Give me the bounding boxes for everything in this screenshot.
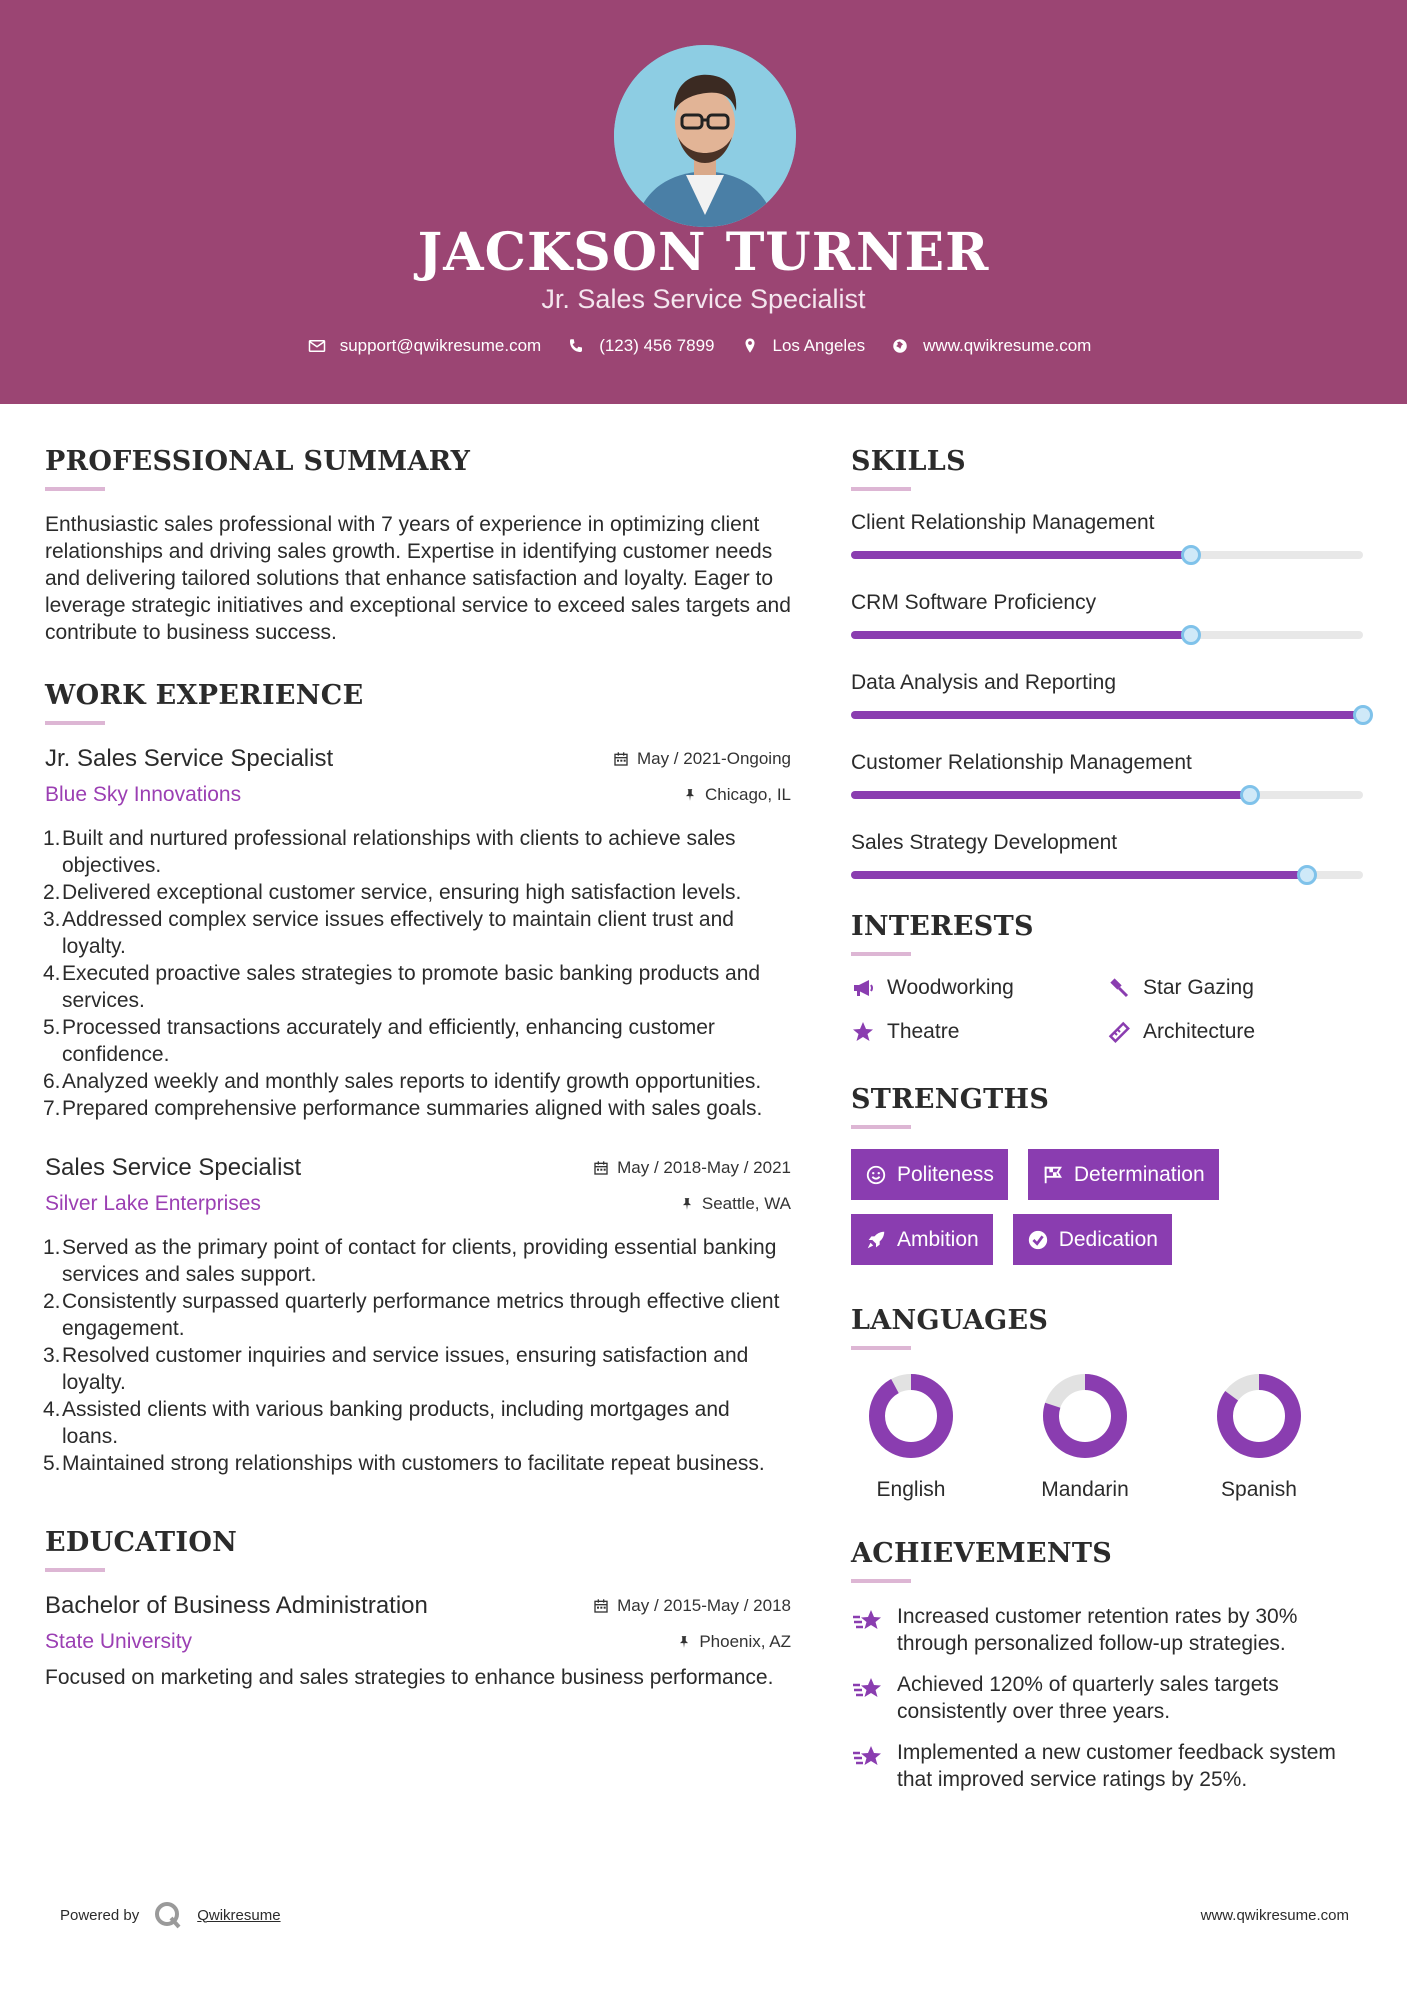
strength-chip — [851, 1214, 993, 1265]
job-dates-text: May / 2021-Ongoing — [636, 749, 791, 768]
skill-name: Client Relationship Management — [851, 511, 1155, 534]
skill-name: Sales Strategy Development — [851, 831, 1118, 854]
skill-item — [851, 831, 1363, 879]
interest-label: Theatre — [887, 1020, 960, 1043]
skill-bar-fill — [851, 871, 1307, 879]
job-location-text: Seattle, WA — [701, 1194, 791, 1213]
section-divider — [45, 1568, 105, 1572]
skill-bar-fill — [851, 791, 1250, 799]
calendar-icon — [593, 1160, 609, 1176]
powered-by — [60, 1900, 281, 1930]
shooting-star-icon — [851, 1673, 883, 1705]
envelope-icon — [308, 337, 326, 355]
contact-location — [741, 336, 866, 356]
interests-list — [851, 976, 1363, 1044]
job-dates — [593, 1158, 791, 1178]
skill-bar-knob — [1240, 785, 1260, 805]
skill-item — [851, 671, 1363, 719]
strength-chip — [1013, 1214, 1172, 1265]
achievement-item — [851, 1739, 1363, 1793]
skills-section — [851, 446, 1363, 879]
profile-photo — [614, 45, 796, 227]
strength-chip — [851, 1149, 1008, 1200]
languages-heading: LANGUAGES — [851, 1305, 1049, 1336]
calendar-icon — [593, 1598, 609, 1614]
education-description: Focused on marketing and sales strategies to enhance business performance. — [45, 1666, 774, 1689]
languages-list — [851, 1370, 1363, 1502]
job-duties-list — [45, 825, 791, 1122]
skill-name: CRM Software Proficiency — [851, 591, 1097, 614]
phone-icon — [567, 337, 585, 355]
skill-bar-knob — [1297, 865, 1317, 885]
summary-section — [45, 446, 791, 646]
interest-label: Star Gazing — [1143, 976, 1254, 999]
education-location — [677, 1632, 791, 1652]
shooting-star-icon — [851, 1605, 883, 1637]
education-section — [45, 1527, 791, 1691]
skill-bar-fill — [851, 631, 1191, 639]
interests-heading: INTERESTS — [851, 911, 1034, 942]
job-location — [683, 785, 791, 805]
section-divider — [851, 1125, 911, 1129]
list-item: 1. Built and nurtured professional relationships with clients to achieve sales objectives. — [43, 827, 736, 877]
skill-bar-fill — [851, 551, 1191, 559]
right-column — [851, 446, 1363, 1807]
job-dates — [613, 749, 791, 769]
job-title: Sales Service Specialist — [45, 1154, 302, 1181]
header-banner — [0, 0, 1407, 404]
job-duties-list — [45, 1234, 791, 1477]
interest-label: Architecture — [1143, 1020, 1256, 1043]
section-divider — [45, 721, 105, 725]
skill-bar-knob — [1181, 545, 1201, 565]
skills-list — [851, 511, 1363, 879]
pushpin-icon — [677, 1634, 691, 1650]
achievements-section — [851, 1538, 1363, 1793]
achievements-list — [851, 1603, 1363, 1793]
list-item: 2. Consistently surpassed quarterly performance metrics through effective client engagement. — [43, 1290, 780, 1340]
strength-label: Dedication — [1058, 1227, 1158, 1251]
pushpin-icon — [683, 787, 697, 803]
strength-label: Politeness — [897, 1162, 994, 1186]
section-divider — [851, 952, 911, 956]
contact-bar — [0, 336, 1407, 356]
degree-title: Bachelor of Business Administration — [45, 1592, 428, 1619]
achievement-text: Achieved 120% of quarterly sales targets consistently over three years. — [897, 1673, 1279, 1723]
strengths-section — [851, 1084, 1363, 1265]
contact-phone[interactable] — [567, 336, 714, 356]
strength-chip — [1028, 1149, 1219, 1200]
contact-website[interactable] — [891, 336, 1091, 356]
list-item: 4. Executed proactive sales strategies to promote basic banking products and services. — [43, 962, 761, 1012]
list-item: 3. Resolved customer inquiries and service issues, ensuring satisfaction and loyalty. — [43, 1344, 749, 1394]
skill-bar-knob — [1353, 705, 1373, 725]
list-item: 3. Addressed complex service issues effectively to maintain client trust and loyalty. — [43, 908, 734, 958]
megaphone-icon — [851, 976, 875, 1000]
list-item: 7. Prepared comprehensive performance summaries aligned with sales goals. — [43, 1097, 763, 1120]
ruler-pencil-icon — [1107, 1020, 1131, 1044]
language-name: Spanish — [1221, 1478, 1297, 1501]
interest-item — [1107, 1020, 1363, 1044]
language-donut-arc — [877, 1382, 945, 1450]
interest-item — [851, 976, 1107, 1000]
job-title: Jr. Sales Service Specialist — [45, 745, 334, 772]
skill-item — [851, 511, 1363, 559]
gavel-icon — [1107, 976, 1131, 1000]
experience-heading: WORK EXPERIENCE — [45, 680, 364, 711]
smile-icon — [865, 1164, 887, 1186]
flag-icon — [1042, 1164, 1064, 1186]
section-divider — [851, 1579, 911, 1583]
interest-item — [1107, 976, 1363, 1000]
language-item — [1025, 1370, 1145, 1502]
language-donut — [1213, 1370, 1305, 1462]
check-circle-icon — [1027, 1229, 1049, 1251]
contact-email[interactable] — [308, 336, 542, 356]
language-name: English — [876, 1478, 946, 1501]
list-item: 5. Processed transactions accurately and efficiently, enhancing customer confidence. — [43, 1016, 715, 1066]
contact-website-text: www.qwikresume.com — [923, 336, 1092, 355]
education-location-text: Phoenix, AZ — [699, 1632, 791, 1651]
skill-item — [851, 591, 1363, 639]
achievement-item — [851, 1603, 1363, 1657]
education-dates — [593, 1596, 791, 1616]
achievement-text: Implemented a new customer feedback system that improved service ratings by 25%. — [897, 1741, 1336, 1791]
strength-label: Determination — [1073, 1162, 1205, 1186]
skill-item — [851, 751, 1363, 799]
skill-bar — [851, 871, 1363, 879]
achievements-heading: ACHIEVEMENTS — [851, 1538, 1113, 1569]
job-entry — [45, 745, 791, 1122]
qwikresume-logo-icon — [153, 1900, 183, 1930]
shooting-star-icon — [851, 1741, 883, 1773]
strengths-heading: STRENGTHS — [851, 1084, 1050, 1115]
section-divider — [851, 487, 911, 491]
brand-link[interactable]: Qwikresume — [197, 1906, 281, 1924]
candidate-name: JACKSON TURNER — [417, 222, 990, 283]
strength-label: Ambition — [897, 1227, 979, 1251]
left-column — [45, 446, 791, 1691]
footer — [0, 1892, 1407, 1932]
footer-url[interactable]: www.qwikresume.com — [1200, 1907, 1349, 1924]
strengths-list — [851, 1149, 1363, 1265]
language-name: Mandarin — [1041, 1478, 1129, 1501]
education-dates-text: May / 2015-May / 2018 — [617, 1596, 791, 1615]
contact-location-text: Los Angeles — [772, 336, 866, 355]
skill-name: Data Analysis and Reporting — [851, 671, 1116, 694]
company-name: Silver Lake Enterprises — [45, 1192, 261, 1215]
section-divider — [851, 1346, 911, 1350]
list-item: 5. Maintained strong relationships with customers to facilitate repeat business. — [43, 1452, 765, 1475]
achievement-item — [851, 1671, 1363, 1725]
skill-bar — [851, 711, 1363, 719]
globe-icon — [891, 337, 909, 355]
list-item: 2. Delivered exceptional customer service, ensuring high satisfaction levels. — [43, 881, 742, 904]
skill-bar-fill — [851, 711, 1363, 719]
job-location — [680, 1194, 791, 1214]
language-donut — [1039, 1370, 1131, 1462]
experience-section — [45, 680, 791, 1477]
candidate-title: Jr. Sales Service Specialist — [541, 284, 866, 314]
summary-text: Enthusiastic sales professional with 7 years of experience in optimizing client relationships and driving sales growth. Expertise in identifying customer needs and delivering tailored solutions that enhance satisfaction and loyalty. Eager to leverage strategic initiatives and exceptional service to exceed sales targets and contribute to business success. — [45, 513, 791, 644]
skill-bar — [851, 631, 1363, 639]
skill-bar-knob — [1181, 625, 1201, 645]
interests-section — [851, 911, 1363, 1044]
list-item: 1. Served as the primary point of contact for clients, providing essential banking services and sales support. — [43, 1236, 777, 1286]
language-item — [1199, 1370, 1319, 1502]
interest-item — [851, 1020, 1107, 1044]
rocket-icon — [865, 1229, 887, 1251]
job-entry — [45, 1154, 791, 1477]
skills-heading: SKILLS — [851, 446, 966, 477]
list-item: 6. Analyzed weekly and monthly sales reports to identify growth opportunities. — [43, 1070, 762, 1093]
pushpin-icon — [680, 1196, 694, 1212]
star-icon — [851, 1020, 875, 1044]
skill-bar — [851, 551, 1363, 559]
avatar — [614, 45, 796, 227]
section-divider — [45, 487, 105, 491]
job-location-text: Chicago, IL — [705, 785, 791, 804]
language-donut — [865, 1370, 957, 1462]
contact-phone-text: (123) 456 7899 — [599, 336, 715, 355]
skill-bar — [851, 791, 1363, 799]
contact-email-text: support@qwikresume.com — [339, 336, 542, 355]
school-name: State University — [45, 1630, 193, 1653]
map-pin-icon — [741, 337, 759, 355]
list-item: 4. Assisted clients with various banking products, including mortgages and loans. — [43, 1398, 730, 1448]
achievement-text: Increased customer retention rates by 30% through personalized follow-up strategies. — [897, 1605, 1298, 1655]
education-heading: EDUCATION — [45, 1527, 238, 1558]
skill-name: Customer Relationship Management — [851, 751, 1192, 774]
calendar-icon — [613, 751, 629, 767]
summary-heading: PROFESSIONAL SUMMARY — [45, 446, 471, 477]
job-dates-text: May / 2018-May / 2021 — [617, 1158, 791, 1177]
powered-by-label: Powered by — [60, 1906, 140, 1924]
interest-label: Woodworking — [887, 976, 1014, 999]
company-name: Blue Sky Innovations — [45, 783, 242, 806]
languages-section — [851, 1305, 1363, 1502]
language-item — [851, 1370, 971, 1502]
